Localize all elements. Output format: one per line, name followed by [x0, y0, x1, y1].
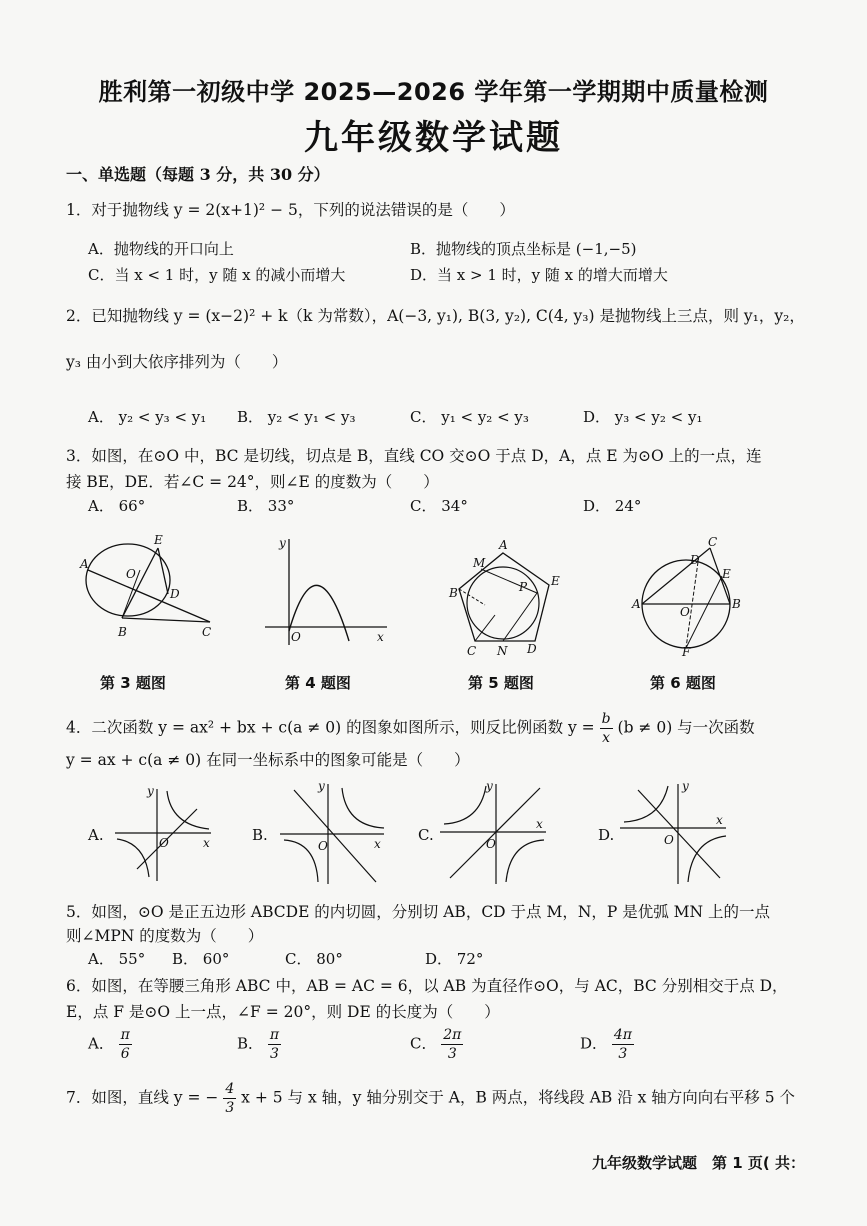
svg-text:O: O	[291, 630, 301, 644]
q6-option-b	[237, 1026, 281, 1063]
q6-stem: 6．如图，在等腰三角形 ABC 中，AB = AC = 6，以 AB 为直径作⊙O，与 AC，BC 分别相交于点 D，	[66, 977, 788, 995]
q7-fraction	[223, 1080, 236, 1117]
q6-c-label: C．	[410, 1034, 437, 1053]
svg-text:x: x	[374, 837, 381, 851]
q3-option-c: C． 34°	[410, 497, 468, 515]
q2-stem-cont: y₃ 由小到大依序排列为（ ）	[66, 353, 288, 371]
svg-text:O: O	[680, 605, 690, 619]
figure-5-pentagon-incircle	[445, 538, 570, 658]
svg-text:y: y	[486, 779, 493, 793]
svg-text:x: x	[536, 817, 543, 831]
svg-text:O: O	[126, 567, 136, 581]
q7-stem-tail: x + 5 与 x 轴，y 轴分别交于 A，B 两点，将线段 AB 沿 x 轴方向向右平移 5 个	[241, 1088, 796, 1107]
q6-a-label: A．	[88, 1034, 114, 1053]
q3-stem: 3．如图，在⊙O 中，BC 是切线，切点是 B，直线 CO 交⊙O 于点 D，A，点 E 为⊙O 上的一点，连	[66, 447, 762, 465]
q1-option-a: A．抛物线的开口向上	[88, 240, 234, 258]
figure-4-caption: 第 4 题图	[285, 674, 351, 692]
q6-d-den: 3	[618, 1046, 628, 1062]
svg-text:E: E	[551, 574, 560, 588]
svg-text:C: C	[467, 644, 477, 658]
q7-stem-head: 7．如图，直线 y = −	[66, 1088, 219, 1107]
q4-graph-a	[115, 785, 215, 885]
q6-c-frac	[441, 1026, 463, 1063]
exam-subtitle: 九年级数学试题	[304, 118, 563, 158]
svg-text:O: O	[664, 833, 674, 847]
q6-a-num: π	[120, 1027, 130, 1043]
svg-text:D: D	[170, 587, 180, 601]
q4-option-b: B.	[252, 826, 268, 844]
q6-stem-cont: E，点 F 是⊙O 上一点，∠F = 20°，则 DE 的长度为（ ）	[66, 1003, 500, 1021]
figure-3-caption: 第 3 题图	[100, 674, 166, 692]
q5-stem: 5．如图，⊙O 是正五边形 ABCDE 的内切圆，分别切 AB，CD 于点 M，N，P 是优弧 MN 上的一点	[66, 903, 771, 921]
q6-option-d	[580, 1026, 634, 1063]
q4-frac-den: x	[602, 730, 611, 746]
q6-d-label: D．	[580, 1034, 608, 1053]
q4-stem-head: 4．二次函数 y = ax² + bx + c(a ≠ 0) 的图象如图所示，则反比例函数 y =	[66, 718, 595, 737]
q6-d-num: 4π	[613, 1027, 632, 1043]
q5-option-a: A． 55°	[88, 950, 146, 968]
q3-option-a: A． 66°	[88, 497, 146, 515]
q5-stem-cont: 则∠MPN 的度数为（ ）	[66, 927, 264, 945]
q7-frac-den: 3	[225, 1100, 235, 1116]
q4-graph-d	[620, 779, 730, 887]
q4-graph-c	[440, 779, 550, 887]
page-footer: 九年级数学试题 第 1 页( 共：	[592, 1154, 805, 1172]
q6-b-den: 3	[269, 1046, 279, 1062]
svg-text:y: y	[682, 779, 689, 793]
svg-text:O: O	[159, 836, 169, 850]
figure-3-circle-tangent	[80, 533, 220, 640]
svg-text:x: x	[716, 813, 723, 827]
svg-text:B: B	[118, 625, 127, 639]
svg-text:E: E	[722, 567, 731, 581]
q4-stem-cont: y = ax + c(a ≠ 0) 在同一坐标系中的图象可能是（ ）	[66, 751, 470, 769]
q2-option-a: A． y₂ < y₃ < y₁	[88, 408, 207, 426]
q4-stem	[66, 710, 755, 747]
q6-b-num: π	[269, 1027, 280, 1043]
svg-text:A: A	[632, 597, 641, 611]
svg-text:B: B	[449, 586, 458, 600]
svg-text:x: x	[377, 630, 384, 644]
q3-option-d: D． 24°	[583, 497, 642, 515]
q2-option-c: C． y₁ < y₂ < y₃	[410, 408, 529, 426]
section-heading: 一、单选题（每题 3 分，共 30 分）	[66, 165, 330, 184]
svg-text:F: F	[682, 645, 691, 659]
q1-option-d: D．当 x > 1 时，y 随 x 的增大而增大	[410, 266, 668, 284]
svg-text:B: B	[732, 597, 741, 611]
svg-text:N: N	[497, 644, 508, 658]
figure-4-parabola	[265, 535, 390, 650]
figure-5-caption: 第 5 题图	[468, 674, 534, 692]
svg-text:y: y	[318, 779, 325, 793]
svg-text:O: O	[486, 837, 496, 851]
svg-text:E: E	[154, 533, 163, 547]
q4-frac-num: b	[601, 711, 611, 727]
q6-d-frac	[612, 1026, 634, 1063]
svg-text:C: C	[202, 625, 212, 639]
q7-stem	[66, 1080, 795, 1117]
q2-option-b: B． y₂ < y₁ < y₃	[237, 408, 356, 426]
q5-option-c: C． 80°	[285, 950, 343, 968]
q6-c-num: 2π	[443, 1027, 462, 1043]
q4-fraction	[600, 710, 613, 747]
q6-a-den: 6	[120, 1046, 130, 1062]
q6-b-frac	[268, 1026, 281, 1063]
q2-option-d: D． y₃ < y₂ < y₁	[583, 408, 703, 426]
q2-stem: 2．已知抛物线 y = (x−2)² + k（k 为常数），A(−3, y₁), B(3, y₂), C(4, y₃) 是抛物线上三点，则 y₁，y₂，	[66, 307, 805, 325]
q4-stem-tail: (b ≠ 0) 与一次函数	[617, 718, 755, 737]
svg-text:x: x	[203, 836, 210, 850]
q3-stem-cont: 接 BE，DE．若∠C = 24°，则∠E 的度数为（ ）	[66, 473, 439, 491]
figure-6-caption: 第 6 题图	[650, 674, 716, 692]
q3-option-b: B． 33°	[237, 497, 295, 515]
q6-option-a	[88, 1026, 132, 1063]
q5-option-d: D． 72°	[425, 950, 484, 968]
q1-option-c: C．当 x < 1 时，y 随 x 的减小而增大	[88, 266, 346, 284]
q1-option-b: B．抛物线的顶点坐标是 (−1,−5)	[410, 240, 637, 258]
q4-option-a: A.	[88, 826, 104, 844]
q4-option-d: D.	[598, 826, 615, 844]
q4-option-c: C.	[418, 826, 434, 844]
svg-text:A: A	[499, 538, 508, 552]
q4-graph-b	[280, 779, 390, 887]
q6-option-c	[410, 1026, 463, 1063]
svg-text:C: C	[708, 535, 718, 549]
q1-stem: 1．对于抛物线 y = 2(x+1)² − 5，下列的说法错误的是（ ）	[66, 201, 515, 219]
svg-text:D: D	[527, 642, 537, 656]
q5-option-b: B． 60°	[172, 950, 230, 968]
svg-text:A: A	[80, 557, 89, 571]
svg-text:M: M	[473, 556, 486, 570]
svg-text:y: y	[147, 784, 154, 798]
q6-a-frac	[119, 1026, 132, 1063]
q6-c-den: 3	[447, 1046, 457, 1062]
exam-title: 胜利第一初级中学 2025—2026 学年第一学期期中质量检测	[98, 78, 769, 106]
svg-text:P: P	[519, 580, 528, 594]
figure-6-circle-triangle	[630, 535, 745, 659]
svg-text:y: y	[279, 536, 286, 550]
q7-frac-num: 4	[225, 1081, 235, 1097]
svg-text:O: O	[318, 839, 328, 853]
q6-b-label: B．	[237, 1034, 264, 1053]
svg-text:D: D	[690, 553, 700, 567]
